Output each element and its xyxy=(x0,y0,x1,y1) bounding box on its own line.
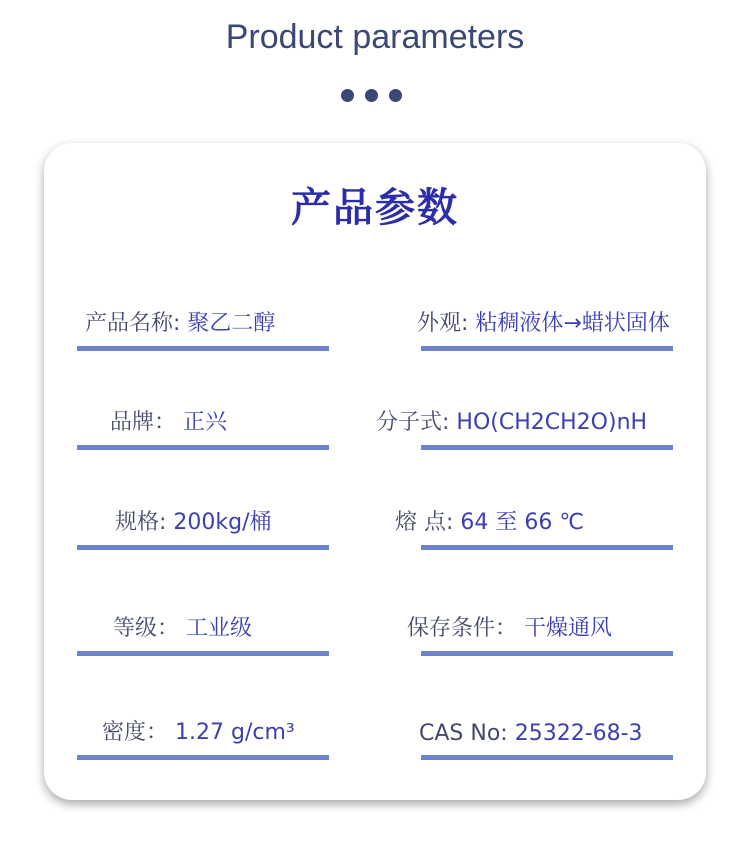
param-label: 保存条件： xyxy=(407,616,518,641)
param-item xyxy=(395,490,673,550)
param-item xyxy=(77,490,329,550)
underline xyxy=(77,346,329,351)
underline xyxy=(77,755,329,760)
param-item xyxy=(77,390,329,450)
param-label: 密度： xyxy=(102,720,169,745)
dots-decoration xyxy=(341,89,402,102)
section-heading: Product parameters xyxy=(225,18,525,56)
param-label: 品牌： xyxy=(110,410,177,435)
param-value: 200kg/桶 xyxy=(173,510,272,535)
param-label: 规格: xyxy=(115,510,167,535)
param-item xyxy=(77,700,329,760)
param-label: CAS No: xyxy=(419,721,508,746)
param-label: 外观: xyxy=(417,311,469,336)
param-value: 聚乙二醇 xyxy=(187,311,276,336)
param-item xyxy=(77,291,329,351)
param-label: 等级： xyxy=(113,616,180,641)
param-value: 工业级 xyxy=(186,616,253,641)
underline xyxy=(421,755,673,760)
param-value: HO(CH2CH2O)nH xyxy=(456,410,648,435)
underline xyxy=(421,651,673,656)
param-item xyxy=(376,390,673,450)
underline xyxy=(421,545,673,550)
param-label: 熔 点: xyxy=(395,510,454,535)
underline xyxy=(421,346,673,351)
param-item xyxy=(407,596,673,656)
underline xyxy=(77,445,329,450)
param-value: 干燥通风 xyxy=(524,616,613,641)
param-value: 25322-68-3 xyxy=(514,721,643,746)
param-value: 1.27 g/cm³ xyxy=(175,720,295,745)
underline xyxy=(421,445,673,450)
param-value: 正兴 xyxy=(183,410,228,435)
underline xyxy=(77,545,329,550)
param-value: 粘稠液体→蜡状固体 xyxy=(475,311,670,336)
param-item xyxy=(417,291,673,351)
param-label: 产品名称: xyxy=(85,311,181,336)
card-title: 产品参数 xyxy=(291,185,459,231)
param-label: 分子式: xyxy=(376,410,450,435)
underline xyxy=(77,651,329,656)
param-item xyxy=(77,596,329,656)
param-value: 64 至 66 ℃ xyxy=(460,510,585,535)
param-item xyxy=(421,700,673,760)
